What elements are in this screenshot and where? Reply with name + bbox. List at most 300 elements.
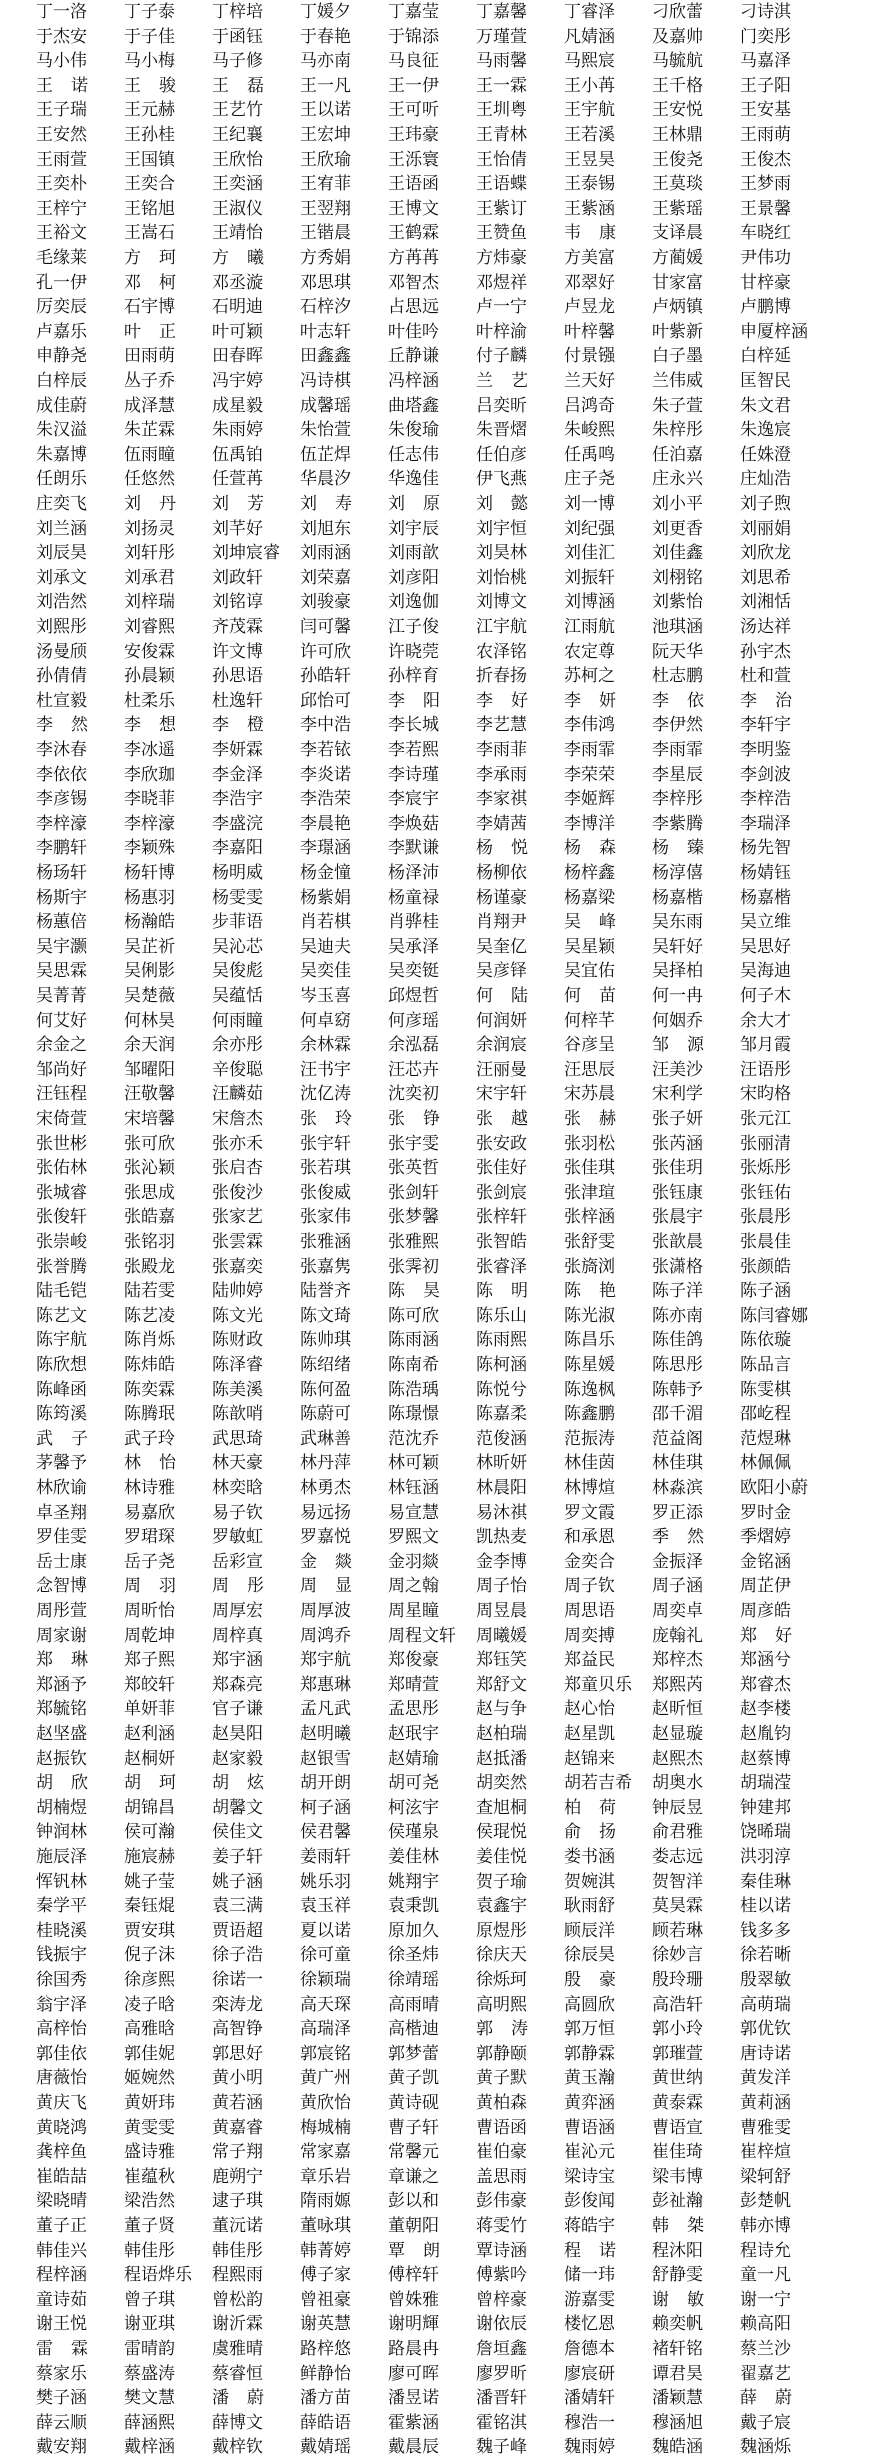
name-cell: 宋苏晨 xyxy=(564,1084,615,1105)
name-cell: 王林鼎 xyxy=(652,125,703,145)
name-cell: 张若琪 xyxy=(300,1158,351,1179)
name-cell: 黄雯雯 xyxy=(124,2117,175,2138)
name-cell: 杜志鹏 xyxy=(652,666,703,687)
name-cell: 蔡家乐 xyxy=(36,2363,87,2384)
name-cell: 恽钒林 xyxy=(36,1871,87,1892)
name-cell: 李若铱 xyxy=(300,740,351,760)
name-cell: 白梓延 xyxy=(740,346,791,367)
name-cell: 汪语彤 xyxy=(740,1059,791,1080)
name-cell: 张丽清 xyxy=(740,1133,791,1154)
name-cell: 翟嘉艺 xyxy=(740,2363,791,2384)
name-cell: 杨梓鑫 xyxy=(564,863,615,883)
name-cell: 陈炜皓 xyxy=(124,1355,175,1375)
name-cell: 曹语函 xyxy=(476,2117,527,2138)
name-cell: 刘睿熙 xyxy=(124,617,175,637)
name-cell: 钟润林 xyxy=(36,1822,87,1843)
name-cell: 丁嘉馨 xyxy=(476,2,527,22)
name-cell: 杨谨豪 xyxy=(476,887,527,908)
name-cell: 何林昊 xyxy=(124,1010,175,1031)
name-cell: 张雲霖 xyxy=(212,1232,263,1252)
name-cell: 余亦彤 xyxy=(212,1035,263,1056)
name-cell: 于春艳 xyxy=(300,26,351,47)
name-cell: 郭佳依 xyxy=(36,2043,87,2064)
name-cell: 杨婧钰 xyxy=(740,863,791,883)
name-cell: 邱煜哲 xyxy=(388,986,439,1006)
name-cell: 马毓航 xyxy=(652,51,703,72)
name-cell: 门奕彤 xyxy=(740,26,791,47)
name-cell: 罗珺琛 xyxy=(124,1527,175,1548)
name-cell: 崔佳琦 xyxy=(652,2142,703,2163)
name-cell: 陈闫睿娜 xyxy=(740,1305,808,1326)
name-cell: 李浩宇 xyxy=(212,789,263,810)
name-cell: 胡奕然 xyxy=(476,1773,527,1794)
name-cell: 齐茂霖 xyxy=(212,617,263,637)
name-cell: 张宇雯 xyxy=(388,1133,439,1154)
name-cell: 侯琨悦 xyxy=(476,1822,527,1843)
name-cell: 娄书涵 xyxy=(564,1847,615,1867)
name-cell: 和承恩 xyxy=(564,1527,615,1548)
name-cell: 郑琳 xyxy=(36,1650,106,1671)
name-cell: 王小苒 xyxy=(564,75,615,96)
name-cell: 陈峰函 xyxy=(36,1379,87,1400)
name-cell: 何苗 xyxy=(564,986,634,1006)
name-cell: 丁一洛 xyxy=(36,2,87,22)
name-cell: 张舒雯 xyxy=(564,1232,615,1252)
name-cell: 高智铮 xyxy=(212,2019,263,2040)
name-cell: 秦学平 xyxy=(36,1896,87,1917)
name-cell: 肖若棋 xyxy=(300,912,351,933)
name-cell: 武琳善 xyxy=(300,1428,351,1449)
name-cell: 李阳 xyxy=(388,690,458,711)
name-cell: 王国镇 xyxy=(124,149,175,170)
name-cell: 宋培馨 xyxy=(124,1109,175,1129)
name-cell: 周家谢 xyxy=(36,1625,87,1646)
name-cell: 李中浩 xyxy=(300,715,351,736)
name-cell: 张宇轩 xyxy=(300,1133,351,1154)
name-cell: 侯君馨 xyxy=(300,1822,351,1843)
name-cell: 叶梓馨 xyxy=(564,321,615,342)
name-cell: 丁睿泽 xyxy=(564,2,615,22)
name-cell: 刘熙彤 xyxy=(36,617,87,637)
name-cell: 方蔺媛 xyxy=(652,248,703,268)
name-cell: 徐圣炜 xyxy=(388,1945,439,1966)
name-cell: 孟凡武 xyxy=(300,1699,351,1720)
name-cell: 栾涛龙 xyxy=(212,1994,263,2015)
name-cell: 杨泽沛 xyxy=(388,863,439,883)
name-cell: 袁三满 xyxy=(212,1896,263,1917)
name-cell: 冯宇婷 xyxy=(212,371,263,391)
name-cell: 王雨萱 xyxy=(36,149,87,170)
name-cell: 何陆 xyxy=(476,986,546,1006)
name-cell: 郑益民 xyxy=(564,1650,615,1671)
name-cell: 陈帅琪 xyxy=(300,1330,351,1351)
name-cell: 戴晨辰 xyxy=(388,2437,439,2457)
name-cell: 任泊嘉 xyxy=(652,444,703,465)
name-cell: 闫可馨 xyxy=(300,617,351,637)
name-cell: 董咏琪 xyxy=(300,2216,351,2236)
name-cell: 黄欣怡 xyxy=(300,2093,351,2113)
name-cell: 范振涛 xyxy=(564,1428,615,1449)
name-cell: 王奕合 xyxy=(124,174,175,195)
name-cell: 金李博 xyxy=(476,1551,527,1572)
name-cell: 吴轩好 xyxy=(652,936,703,957)
name-cell: 余天润 xyxy=(124,1035,175,1056)
name-cell: 于杰安 xyxy=(36,26,87,47)
name-cell: 潘昱诺 xyxy=(388,2388,439,2409)
name-cell: 周奕卓 xyxy=(652,1601,703,1621)
name-cell: 高楷迪 xyxy=(388,2019,439,2040)
name-cell: 李治 xyxy=(740,690,810,711)
name-cell: 沈奕初 xyxy=(388,1084,439,1105)
name-cell: 秦钰焜 xyxy=(124,1896,175,1917)
name-cell: 龚梓鱼 xyxy=(36,2142,87,2163)
name-cell: 王泰锡 xyxy=(564,174,615,195)
name-cell: 王怡倩 xyxy=(476,149,527,170)
name-cell: 丁子泰 xyxy=(124,2,175,22)
name-cell: 孙皓轩 xyxy=(300,666,351,687)
name-cell: 刘振轩 xyxy=(564,567,615,588)
name-cell: 贺子瑜 xyxy=(476,1871,527,1892)
name-cell: 周奕搏 xyxy=(564,1625,615,1646)
name-cell: 黄世纳 xyxy=(652,2068,703,2089)
name-cell: 薛皓语 xyxy=(300,2412,351,2433)
name-cell: 姜子轩 xyxy=(212,1847,263,1867)
name-cell: 王锴晨 xyxy=(300,223,351,244)
name-cell: 罗嘉悦 xyxy=(300,1527,351,1548)
name-cell: 王赞鱼 xyxy=(476,223,527,244)
name-cell: 王子瑞 xyxy=(36,100,87,121)
name-cell: 张俊威 xyxy=(300,1182,351,1203)
name-cell: 刘寿 xyxy=(300,494,370,514)
name-cell: 吴沁芯 xyxy=(212,936,263,957)
name-cell: 陈雨熙 xyxy=(476,1330,527,1351)
name-cell: 李梓浩 xyxy=(740,789,791,810)
name-cell: 赵银雪 xyxy=(300,1748,351,1769)
name-cell: 曾子琪 xyxy=(124,2289,175,2310)
name-cell: 刘栩铭 xyxy=(652,567,703,588)
name-cell: 赵柏瑞 xyxy=(476,1724,527,1744)
name-cell: 李剑波 xyxy=(740,764,791,785)
name-cell: 张可欣 xyxy=(124,1133,175,1154)
name-cell: 徐诺一 xyxy=(212,1970,263,1990)
name-cell: 黄莉涵 xyxy=(740,2093,791,2113)
name-cell: 张晨彤 xyxy=(740,1207,791,1228)
name-cell: 马小伟 xyxy=(36,51,87,72)
name-cell: 张家伟 xyxy=(300,1207,351,1228)
name-cell: 金振泽 xyxy=(652,1551,703,1572)
name-cell: 刘梓瑞 xyxy=(124,592,175,613)
name-cell: 冯诗棋 xyxy=(300,371,351,391)
name-cell: 邓翠好 xyxy=(564,272,615,293)
name-cell: 张梦馨 xyxy=(388,1207,439,1228)
name-cell: 方苒苒 xyxy=(388,248,439,268)
name-cell: 王纪襄 xyxy=(212,125,263,145)
name-cell: 杨嘉楷 xyxy=(652,887,703,908)
name-cell: 周程文轩 xyxy=(388,1625,456,1646)
name-cell: 周昕怡 xyxy=(124,1601,175,1621)
name-cell: 胡奥水 xyxy=(652,1773,703,1794)
name-cell: 周乾坤 xyxy=(124,1625,175,1646)
name-cell: 王艺竹 xyxy=(212,100,263,121)
name-cell: 茅馨予 xyxy=(36,1453,87,1474)
name-cell: 张嘉隽 xyxy=(300,1256,351,1277)
name-cell: 陈艺文 xyxy=(36,1305,87,1326)
name-cell: 王圳粤 xyxy=(476,100,527,121)
name-cell: 张钰佑 xyxy=(740,1182,791,1203)
name-cell: 陈品言 xyxy=(740,1355,791,1375)
name-cell: 张烁彤 xyxy=(740,1158,791,1179)
name-cell: 吴峰 xyxy=(564,912,634,933)
name-cell: 刘昊林 xyxy=(476,543,527,564)
name-cell: 任禹鸣 xyxy=(564,444,615,465)
name-cell: 万瑾萱 xyxy=(476,26,527,47)
name-cell: 胡珂 xyxy=(124,1773,194,1794)
name-cell: 王欣怡 xyxy=(212,149,263,170)
name-cell: 张睿泽 xyxy=(476,1256,527,1277)
name-cell: 耿雨舒 xyxy=(564,1896,615,1917)
name-cell: 吕奕昕 xyxy=(476,395,527,416)
name-cell: 廖罗昕 xyxy=(476,2363,527,2384)
name-cell: 徐若晰 xyxy=(740,1945,791,1966)
name-cell: 李艺慧 xyxy=(476,715,527,736)
name-cell: 陈蔚可 xyxy=(300,1404,351,1425)
name-cell: 邹曜阳 xyxy=(124,1059,175,1080)
name-cell: 王鹤霖 xyxy=(388,223,439,244)
name-cell: 杨瀚皓 xyxy=(124,912,175,933)
name-cell: 张佑林 xyxy=(36,1158,87,1179)
name-cell: 张越 xyxy=(476,1109,546,1129)
name-cell: 武子 xyxy=(36,1428,106,1449)
name-cell: 王梓宁 xyxy=(36,198,87,219)
name-cell: 甘梓豪 xyxy=(740,272,791,293)
name-cell: 柯子涵 xyxy=(300,1797,351,1818)
name-cell: 陈亦南 xyxy=(652,1305,703,1326)
name-cell: 王紫涵 xyxy=(564,198,615,219)
name-cell: 李瑞泽 xyxy=(740,813,791,834)
name-cell: 陈浩瑀 xyxy=(388,1379,439,1400)
name-cell: 钱振宇 xyxy=(36,1945,87,1966)
name-cell: 余金之 xyxy=(36,1035,87,1056)
name-cell: 折春扬 xyxy=(476,666,527,687)
name-cell: 徐烁珂 xyxy=(476,1970,527,1990)
name-cell: 施辰泽 xyxy=(36,1847,87,1867)
name-cell: 朱子萱 xyxy=(652,395,703,416)
name-cell: 罗时金 xyxy=(740,1502,791,1523)
name-cell: 任萱苒 xyxy=(212,469,263,490)
name-cell: 黄子凯 xyxy=(388,2068,439,2089)
name-cell: 李承雨 xyxy=(476,764,527,785)
name-cell: 岳子尧 xyxy=(124,1551,175,1572)
name-cell: 樊子涵 xyxy=(36,2388,87,2409)
name-cell: 方曦 xyxy=(212,248,282,268)
name-cell: 胡锦昌 xyxy=(124,1797,175,1818)
name-cell: 刘丹 xyxy=(124,494,194,514)
name-cell: 蔡兰沙 xyxy=(740,2339,791,2359)
name-cell: 吴俊彪 xyxy=(212,961,263,982)
name-cell: 周子涵 xyxy=(652,1576,703,1597)
name-cell: 李妍霖 xyxy=(212,740,263,760)
name-cell: 桂以诺 xyxy=(740,1896,791,1917)
name-cell: 刘扬灵 xyxy=(124,518,175,539)
name-cell: 黄若涵 xyxy=(212,2093,263,2113)
name-cell: 叶正 xyxy=(124,321,194,342)
name-cell: 程诗允 xyxy=(740,2240,791,2261)
name-cell: 霍铭淇 xyxy=(476,2412,527,2433)
name-cell: 匡智民 xyxy=(740,371,791,391)
name-cell: 曾祖豪 xyxy=(300,2289,351,2310)
name-cell: 范煜琳 xyxy=(740,1428,791,1449)
name-cell: 刘雨歆 xyxy=(388,543,439,564)
name-cell: 钟辰昱 xyxy=(652,1797,703,1818)
name-cell: 逮子琪 xyxy=(212,2191,263,2212)
name-cell: 董沅诺 xyxy=(212,2216,263,2236)
name-cell: 刘彦阳 xyxy=(388,567,439,588)
name-cell: 汪钰程 xyxy=(36,1084,87,1105)
name-cell: 汪麟茹 xyxy=(212,1084,263,1105)
name-cell: 李鹏轩 xyxy=(36,838,87,859)
name-cell: 李盛浣 xyxy=(212,813,263,834)
name-cell: 郑涵予 xyxy=(36,1674,87,1695)
name-cell: 阮天华 xyxy=(652,641,703,662)
name-cell: 雷晴韵 xyxy=(124,2339,175,2359)
name-cell: 王语蝶 xyxy=(476,174,527,195)
name-cell: 林昕妍 xyxy=(476,1453,527,1474)
name-cell: 殷玲珊 xyxy=(652,1970,703,1990)
name-cell: 俞扬 xyxy=(564,1822,634,1843)
name-cell: 李诗瑾 xyxy=(388,764,439,785)
name-cell: 李依依 xyxy=(36,764,87,785)
name-cell: 黄玉瀚 xyxy=(564,2068,615,2089)
name-cell: 张俊轩 xyxy=(36,1207,87,1228)
name-cell: 张子妍 xyxy=(652,1109,703,1129)
name-cell: 卢炳镇 xyxy=(652,297,703,318)
name-cell: 武子玲 xyxy=(124,1428,175,1449)
name-cell: 赵抵潘 xyxy=(476,1748,527,1769)
name-cell: 杜宣毅 xyxy=(36,690,87,711)
name-cell: 吴思好 xyxy=(740,936,791,957)
name-cell: 曾姝雅 xyxy=(388,2289,439,2310)
name-cell: 潘晋轩 xyxy=(476,2388,527,2409)
name-cell: 戴子宸 xyxy=(740,2412,791,2433)
name-cell: 高明熙 xyxy=(476,1994,527,2015)
name-cell: 张梓轩 xyxy=(476,1207,527,1228)
name-cell: 沈亿涛 xyxy=(300,1084,351,1105)
name-cell: 付景镪 xyxy=(564,346,615,367)
name-cell: 常馨元 xyxy=(388,2142,439,2163)
name-cell: 刘荣嘉 xyxy=(300,567,351,588)
name-cell: 赵与争 xyxy=(476,1699,527,1720)
name-cell: 曹子轩 xyxy=(388,2117,439,2138)
name-cell: 储一玮 xyxy=(564,2265,615,2286)
name-cell: 邹尚好 xyxy=(36,1059,87,1080)
name-cell: 朱雨婷 xyxy=(212,420,263,441)
name-cell: 李姬辉 xyxy=(564,789,615,810)
name-cell: 陈文琦 xyxy=(300,1305,351,1326)
name-cell: 高浩轩 xyxy=(652,1994,703,2015)
name-cell: 宋倚萱 xyxy=(36,1109,87,1129)
name-cell: 林丹萍 xyxy=(300,1453,351,1474)
name-cell: 李梓濠 xyxy=(36,813,87,834)
name-cell: 周梓真 xyxy=(212,1625,263,1646)
name-cell: 钟建邦 xyxy=(740,1797,791,1818)
name-cell: 何子木 xyxy=(740,986,791,1006)
name-cell: 郭小玲 xyxy=(652,2019,703,2040)
name-cell: 易沐祺 xyxy=(476,1502,527,1523)
name-cell: 陈欣想 xyxy=(36,1355,87,1375)
name-cell: 黄嘉睿 xyxy=(212,2117,263,2138)
name-cell: 周子怡 xyxy=(476,1576,527,1597)
name-cell: 王裕文 xyxy=(36,223,87,244)
name-cell: 徐靖瑶 xyxy=(388,1970,439,1990)
name-cell: 赖高阳 xyxy=(740,2314,791,2335)
name-cell: 薛蔚 xyxy=(740,2388,810,2409)
name-cell: 赵显璇 xyxy=(652,1724,703,1744)
name-cell: 付子麟 xyxy=(476,346,527,367)
name-cell: 刘芊好 xyxy=(212,518,263,539)
name-cell: 刘纪强 xyxy=(564,518,615,539)
name-cell: 郑晴萱 xyxy=(388,1674,439,1695)
name-cell: 周之翰 xyxy=(388,1576,439,1597)
name-cell: 陈璟憬 xyxy=(388,1404,439,1425)
name-cell: 詹垣鑫 xyxy=(476,2339,527,2359)
name-cell: 申静尧 xyxy=(36,346,87,367)
name-cell: 周彤萱 xyxy=(36,1601,87,1621)
name-cell: 郑舒文 xyxy=(476,1674,527,1695)
name-cell: 邵千湄 xyxy=(652,1404,703,1425)
name-cell: 侯佳文 xyxy=(212,1822,263,1843)
name-cell: 路梓悠 xyxy=(300,2339,351,2359)
name-cell: 汪敬馨 xyxy=(124,1084,175,1105)
name-cell: 杜柔乐 xyxy=(124,690,175,711)
name-cell: 官子谦 xyxy=(212,1699,263,1720)
name-cell: 胡炫 xyxy=(212,1773,282,1794)
name-cell: 肖骅桂 xyxy=(388,912,439,933)
name-cell: 虞雅晴 xyxy=(212,2339,263,2359)
name-cell: 周羽 xyxy=(124,1576,194,1597)
name-cell: 曾梓豪 xyxy=(476,2289,527,2310)
name-cell: 姜佳悦 xyxy=(476,1847,527,1867)
name-cell: 林天豪 xyxy=(212,1453,263,1474)
name-cell: 杨玚轩 xyxy=(36,863,87,883)
name-cell: 郑俊豪 xyxy=(388,1650,439,1671)
name-cell: 罗佳雯 xyxy=(36,1527,87,1548)
name-cell: 罗文霞 xyxy=(564,1502,615,1523)
name-cell: 王莫琰 xyxy=(652,174,703,195)
name-cell: 郭思好 xyxy=(212,2043,263,2064)
name-cell: 徐辰昊 xyxy=(564,1945,615,1966)
name-cell: 莫昊霖 xyxy=(652,1896,703,1917)
name-cell: 王元赫 xyxy=(124,100,175,121)
name-cell: 杨森 xyxy=(564,838,634,859)
name-cell: 梁诗宝 xyxy=(564,2166,615,2187)
name-cell: 邓煜祥 xyxy=(476,272,527,293)
name-cell: 陈南希 xyxy=(388,1355,439,1375)
name-cell: 吕鸿奇 xyxy=(564,395,615,416)
name-cell: 陈绍绪 xyxy=(300,1355,351,1375)
name-cell: 李好 xyxy=(476,690,546,711)
name-cell: 陈乐山 xyxy=(476,1305,527,1326)
name-cell: 曹语宣 xyxy=(652,2117,703,2138)
name-cell: 潘婧轩 xyxy=(564,2388,615,2409)
name-cell: 姜雨轩 xyxy=(300,1847,351,1867)
name-cell: 隋雨嫄 xyxy=(300,2191,351,2212)
name-cell: 易子钦 xyxy=(212,1502,263,1523)
name-cell: 傅子家 xyxy=(300,2265,351,2286)
name-cell: 陈星媛 xyxy=(564,1355,615,1375)
name-cell: 刘紫怡 xyxy=(652,592,703,613)
name-cell: 赖奕帆 xyxy=(652,2314,703,2335)
name-cell: 朱峻熙 xyxy=(564,420,615,441)
